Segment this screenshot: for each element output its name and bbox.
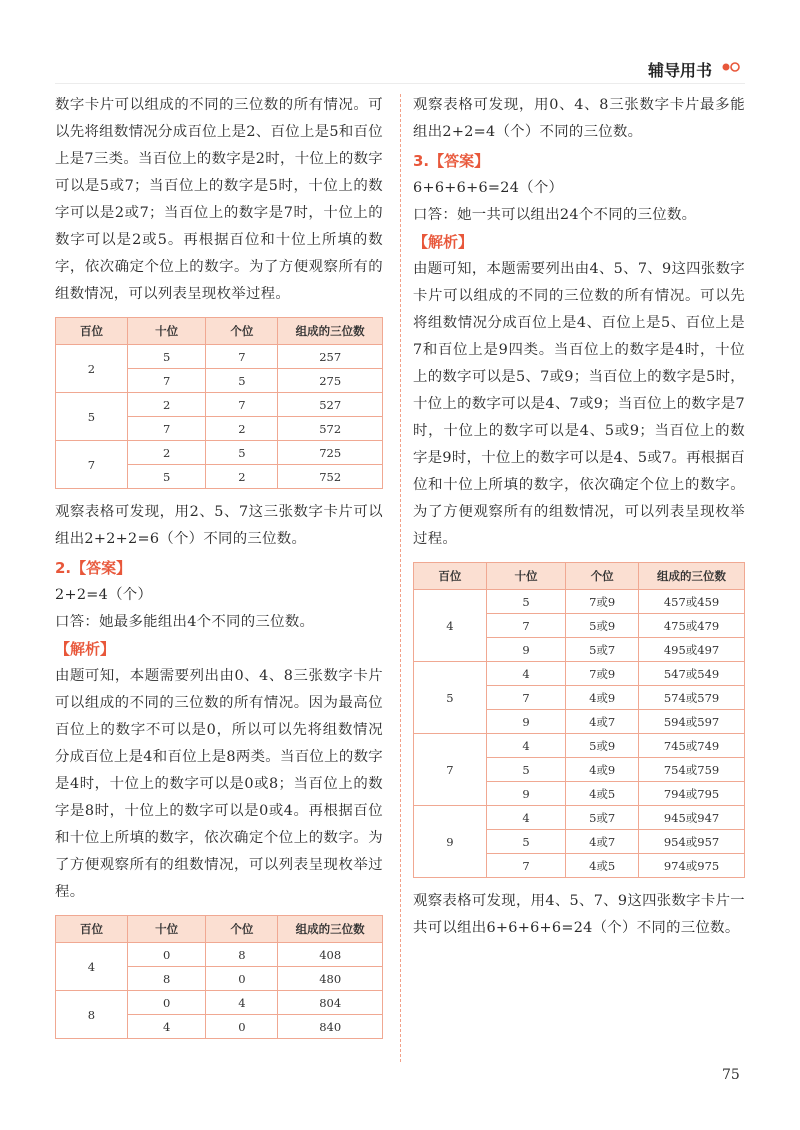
hundreds-cell: 5 [56, 393, 128, 441]
number-cell: 725 [278, 441, 383, 465]
q2-answer-heading: 2.【答案】 [55, 559, 132, 577]
ones-cell: 5或9 [566, 614, 639, 638]
tens-cell: 7 [486, 854, 565, 878]
tens-cell: 9 [486, 782, 565, 806]
ones-cell: 2 [206, 465, 278, 489]
table-1 [55, 317, 383, 489]
table-header-row [56, 916, 383, 943]
page-number: 75 [722, 1067, 740, 1083]
q3-reply: 口答：她一共可以组出24个不同的三位数。 [413, 207, 697, 223]
ones-cell: 0 [206, 967, 278, 991]
left-paragraph-1: 数字卡片可以组成的不同的三位数的所有情况。可以先将组数情况分成百位上是2、百位上是5和百位上是7三类。当百位上的数字是2时，十位上的数字可以是5或7；当百位上的数字是5时，十位上的数字可以是2或7；当百位上的数字是7时，十位上的数字可以是2或5。再根据百位和十位上所填的数字，依次确定个位上的数字。为了方便观察所有的组数情况，可以列表呈现枚举过程。 [55, 97, 383, 302]
hundreds-cell: 4 [414, 590, 487, 662]
table-row [56, 345, 383, 369]
tens-cell: 8 [127, 967, 205, 991]
ones-cell: 7 [206, 345, 278, 369]
number-cell: 752 [278, 465, 383, 489]
ones-cell: 4或9 [566, 686, 639, 710]
number-cell: 572 [278, 417, 383, 441]
tens-cell: 5 [127, 345, 205, 369]
ones-cell: 4或7 [566, 830, 639, 854]
ones-cell: 7或9 [566, 662, 639, 686]
q2-equation: 2+2=4（个） [55, 587, 153, 603]
tens-cell: 0 [127, 991, 205, 1015]
table-3 [413, 562, 745, 878]
number-cell: 408 [278, 943, 383, 967]
hundreds-cell: 5 [414, 662, 487, 734]
right-column [413, 92, 745, 942]
number-cell: 945或947 [639, 806, 745, 830]
ones-cell: 2 [206, 417, 278, 441]
table-header-cell: 组成的三位数 [639, 563, 745, 590]
number-cell: 480 [278, 967, 383, 991]
ones-cell: 8 [206, 943, 278, 967]
tens-cell: 2 [127, 393, 205, 417]
ones-cell: 5或9 [566, 734, 639, 758]
column-divider [400, 94, 401, 1062]
number-cell: 275 [278, 369, 383, 393]
number-cell: 457或459 [639, 590, 745, 614]
hundreds-cell: 9 [414, 806, 487, 878]
number-cell: 574或579 [639, 686, 745, 710]
left-column [55, 92, 383, 1049]
table-row [56, 943, 383, 967]
number-cell: 974或975 [639, 854, 745, 878]
tens-cell: 4 [486, 734, 565, 758]
number-cell: 495或497 [639, 638, 745, 662]
table-header-cell: 十位 [486, 563, 565, 590]
hundreds-cell: 7 [414, 734, 487, 806]
tens-cell: 9 [486, 710, 565, 734]
q2-analysis-heading: 【解析】 [55, 640, 116, 658]
table-header-cell: 百位 [56, 916, 128, 943]
q2-analysis: 由题可知，本题需要列出由0、4、8三张数字卡片可以组成的不同的三位数的所有情况。因为最高位百位上的数字不可以是0，所以可以先将组数情况分成百位上是4和百位上是8两类。当百位上的数字是4时，十位上的数字可以是0或8；当百位上的数字是8时，十位上的数字可以是0或4。再根据百位和十位上所填的数字，依次确定个位上的数字。为了方便观察所有的组数情况，可以列表呈现枚举过程。 [55, 668, 383, 900]
table-header-row [414, 563, 745, 590]
right-paragraph-1: 观察表格可发现，用0、4、8三张数字卡片最多能组出2+2=4（个）不同的三位数。 [413, 97, 745, 140]
hundreds-cell: 8 [56, 991, 128, 1039]
tens-cell: 5 [127, 465, 205, 489]
table-header-cell: 个位 [206, 916, 278, 943]
table-header-cell: 十位 [127, 916, 205, 943]
hundreds-cell: 2 [56, 345, 128, 393]
ones-cell: 5或7 [566, 638, 639, 662]
book-section-label: 辅导用书 [648, 61, 713, 80]
ones-cell: 7 [206, 393, 278, 417]
number-cell: 475或479 [639, 614, 745, 638]
tens-cell: 4 [486, 806, 565, 830]
q3-analysis: 由题可知，本题需要列出由4、5、7、9这四张数字卡片可以组成的不同的三位数的所有情况。可以先将组数情况分成百位上是4、百位上是5、百位上是7和百位上是9四类。当百位上的数字是4时，十位上的数字可以是5、7或9；当百位上的数字是5时，十位上的数字可以是4、7或9；当百位上的数字是7时，十位上的数字可以是4、5或9；当百位上的数字是9时，十位上的数字可以是4、5或7。再根据百位和十位上所填的数字，依次确定个位上的数字。为了方便观察所有的组数情况，可以列表呈现枚举过程。 [413, 261, 745, 547]
table-header-cell: 十位 [127, 318, 205, 345]
table-row [414, 662, 745, 686]
number-cell: 754或759 [639, 758, 745, 782]
hundreds-cell: 7 [56, 441, 128, 489]
tens-cell: 7 [486, 686, 565, 710]
table-row [414, 590, 745, 614]
ones-cell: 4或5 [566, 782, 639, 806]
q3-answer-heading: 3.【答案】 [413, 152, 490, 170]
tens-cell: 7 [127, 417, 205, 441]
right-paragraph-end: 观察表格可发现，用4、5、7、9这四张数字卡片一共可以组出6+6+6+6=24（个）不同的三位数。 [413, 893, 745, 936]
number-cell: 804 [278, 991, 383, 1015]
number-cell: 527 [278, 393, 383, 417]
table-header-cell: 百位 [414, 563, 487, 590]
tens-cell: 7 [127, 369, 205, 393]
table-header-cell: 组成的三位数 [278, 318, 383, 345]
tens-cell: 4 [486, 662, 565, 686]
table-row [414, 734, 745, 758]
ones-cell: 7或9 [566, 590, 639, 614]
ones-cell: 5 [206, 441, 278, 465]
ones-cell: 0 [206, 1015, 278, 1039]
number-cell: 594或597 [639, 710, 745, 734]
tens-cell: 5 [486, 590, 565, 614]
left-paragraph-2: 观察表格可发现，用2、5、7这三张数字卡片可以组出2+2+2=6（个）不同的三位数。 [55, 504, 383, 547]
number-cell: 794或795 [639, 782, 745, 806]
tens-cell: 5 [486, 758, 565, 782]
q3-analysis-heading: 【解析】 [413, 233, 474, 251]
table-header-cell: 百位 [56, 318, 128, 345]
table-header-cell: 个位 [206, 318, 278, 345]
tens-cell: 9 [486, 638, 565, 662]
table-row [414, 806, 745, 830]
table-row [56, 393, 383, 417]
ones-cell: 4或5 [566, 854, 639, 878]
table-header-cell: 组成的三位数 [278, 916, 383, 943]
number-cell: 954或957 [639, 830, 745, 854]
number-cell: 547或549 [639, 662, 745, 686]
ones-cell: 5 [206, 369, 278, 393]
tens-cell: 0 [127, 943, 205, 967]
header-rule [55, 83, 745, 84]
q2-reply: 口答：她最多能组出4个不同的三位数。 [55, 614, 315, 630]
tens-cell: 2 [127, 441, 205, 465]
hundreds-cell: 4 [56, 943, 128, 991]
number-cell: 840 [278, 1015, 383, 1039]
number-cell: 257 [278, 345, 383, 369]
table-2 [55, 915, 383, 1039]
table-row [56, 441, 383, 465]
ones-cell: 5或7 [566, 806, 639, 830]
table-row [56, 991, 383, 1015]
tens-cell: 5 [486, 830, 565, 854]
header-dots-icon [722, 60, 742, 74]
ones-cell: 4 [206, 991, 278, 1015]
tens-cell: 4 [127, 1015, 205, 1039]
table-header-cell: 个位 [566, 563, 639, 590]
table-header-row [56, 318, 383, 345]
number-cell: 745或749 [639, 734, 745, 758]
q3-equation: 6+6+6+6=24（个） [413, 180, 564, 196]
ones-cell: 4或7 [566, 710, 639, 734]
ones-cell: 4或9 [566, 758, 639, 782]
tens-cell: 7 [486, 614, 565, 638]
